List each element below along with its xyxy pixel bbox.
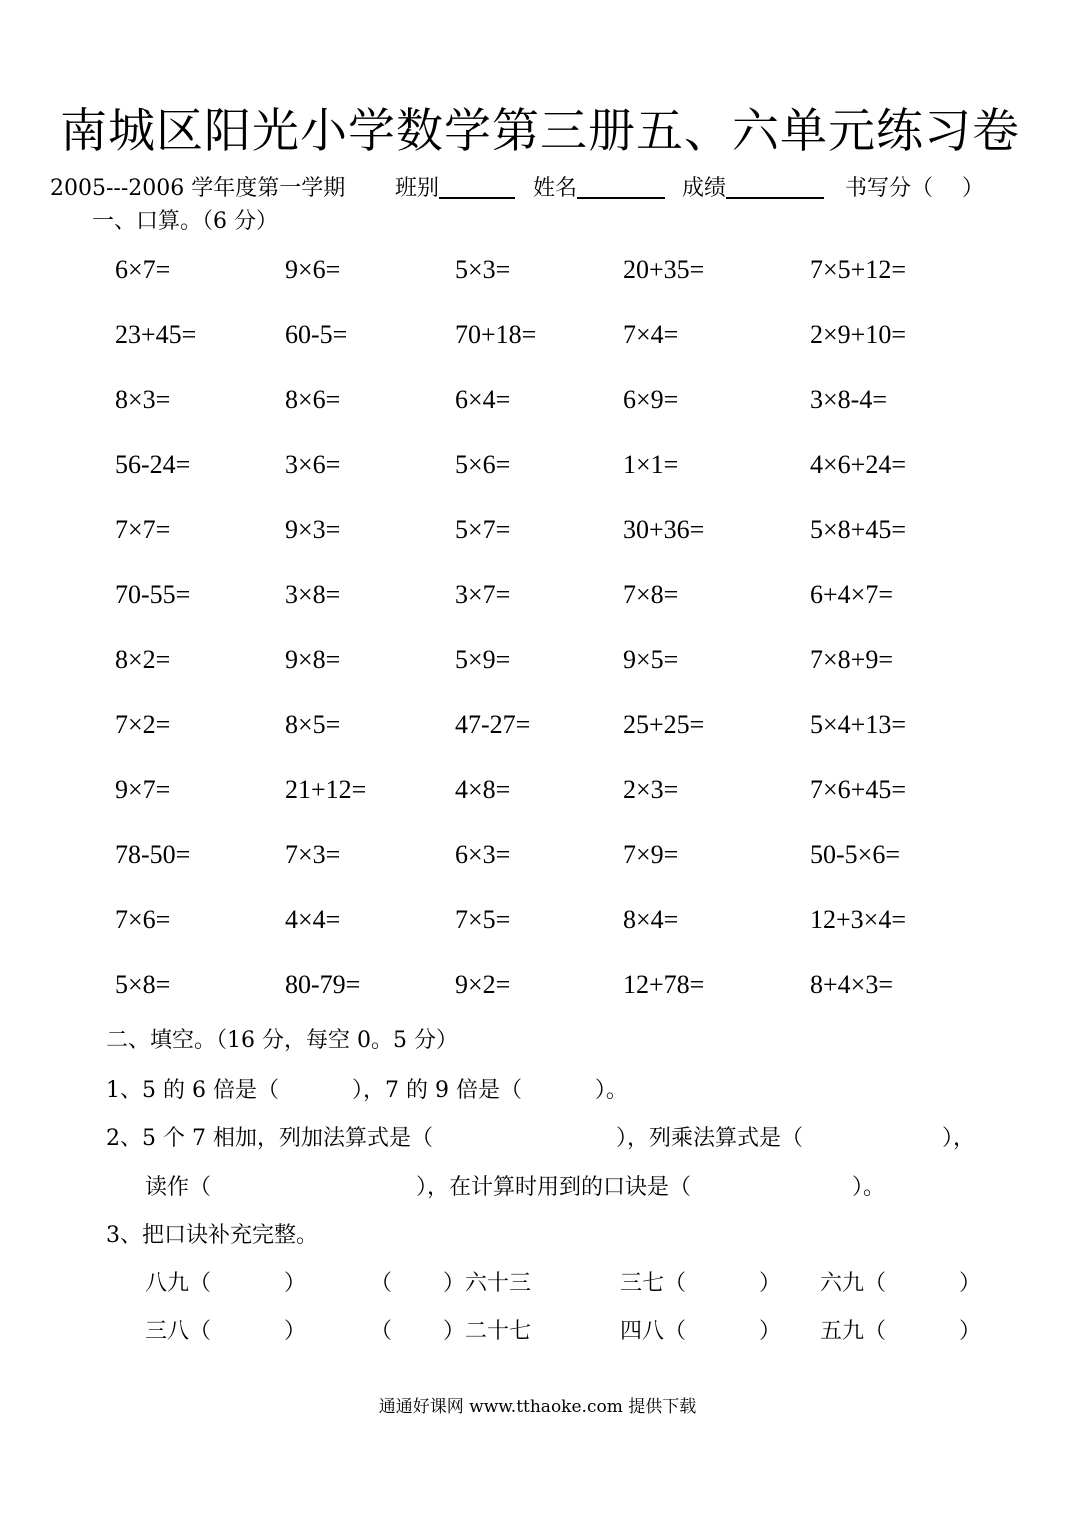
calc-item: 70+18=	[455, 320, 537, 349]
calc-item: 30+36=	[623, 515, 705, 544]
class-field	[395, 175, 515, 203]
calc-item: 12+3×4=	[810, 905, 906, 934]
calc-item: 5×4+13=	[810, 710, 906, 739]
calc-item: 7×2=	[115, 710, 171, 739]
question-1: 1、5 的 6 倍是（ ），7 的 9 倍是（ ）。	[106, 1078, 628, 1103]
koujue-item: 三七（ ）	[620, 1271, 781, 1296]
calc-item: 3×8-4=	[810, 385, 887, 414]
name-blank	[577, 175, 665, 199]
calc-item: 7×9=	[623, 840, 679, 869]
calc-item: 50-5×6=	[810, 840, 900, 869]
page-title: 南城区阳光小学数学第三册五、六单元练习卷	[60, 104, 1020, 159]
calc-item: 8×4=	[623, 905, 679, 934]
question-2-line2: 读作（ ），在计算时用到的口诀是（ ）。	[145, 1175, 885, 1200]
calc-item: 9×7=	[115, 775, 171, 804]
calc-item: 6×3=	[455, 840, 511, 869]
question-3: 3、把口诀补充完整。	[106, 1223, 318, 1248]
koujue-item: 八九（ ）	[145, 1271, 306, 1296]
score-blank	[726, 175, 824, 199]
calc-item: 2×9+10=	[810, 320, 906, 349]
calc-item: 21+12=	[285, 775, 367, 804]
score-label: 成绩	[682, 176, 727, 201]
calc-item: 1×1=	[623, 450, 679, 479]
calc-item: 8×5=	[285, 710, 341, 739]
calc-item: 20+35=	[623, 255, 705, 284]
calc-item: 5×8=	[115, 970, 171, 999]
class-label: 班别	[395, 176, 440, 201]
calc-item: 70-55=	[115, 580, 191, 609]
calc-item: 3×7=	[455, 580, 511, 609]
calc-item: 25+25=	[623, 710, 705, 739]
calc-item: 9×6=	[285, 255, 341, 284]
class-blank	[439, 175, 515, 199]
koujue-item: （ ）六十三	[370, 1271, 531, 1296]
calc-item: 8×2=	[115, 645, 171, 674]
calc-item: 7×5+12=	[810, 255, 906, 284]
calc-item: 78-50=	[115, 840, 191, 869]
calc-item: 12+78=	[623, 970, 705, 999]
calc-item: 5×9=	[455, 645, 511, 674]
calc-item: 6×9=	[623, 385, 679, 414]
calc-item: 6+4×7=	[810, 580, 893, 609]
calc-item: 4×6+24=	[810, 450, 906, 479]
calc-item: 7×8+9=	[810, 645, 893, 674]
name-label: 姓名	[533, 176, 578, 201]
calc-item: 4×4=	[285, 905, 341, 934]
calc-item: 3×8=	[285, 580, 341, 609]
handwriting-score: 书写分（ ）	[845, 176, 984, 201]
koujue-item: （ ）二十七	[370, 1319, 531, 1344]
calc-item: 7×7=	[115, 515, 171, 544]
calc-item: 7×6+45=	[810, 775, 906, 804]
calc-item: 9×2=	[455, 970, 511, 999]
calc-item: 7×3=	[285, 840, 341, 869]
calc-item: 5×7=	[455, 515, 511, 544]
question-2-line1: 2、5 个 7 相加，列加法算式是（ ），列乘法算式是（ ），	[106, 1126, 975, 1151]
calc-item: 7×8=	[623, 580, 679, 609]
calc-item: 5×3=	[455, 255, 511, 284]
koujue-item: 四八（ ）	[620, 1319, 781, 1344]
koujue-item: 五九（ ）	[820, 1319, 981, 1344]
section1-heading: 一、口算。（6 分）	[92, 209, 278, 234]
section2-heading: 二、填空。（16 分，每空 0。5 分）	[106, 1028, 458, 1053]
calc-item: 6×7=	[115, 255, 171, 284]
calc-item: 47-27=	[455, 710, 531, 739]
calc-item: 5×8+45=	[810, 515, 906, 544]
footer-credit: 通通好课网 www.tthaoke.com 提供下载	[378, 1397, 697, 1417]
koujue-item: 六九（ ）	[820, 1271, 981, 1296]
calc-item: 9×5=	[623, 645, 679, 674]
calc-item: 8+4×3=	[810, 970, 893, 999]
calc-item: 3×6=	[285, 450, 341, 479]
name-field	[533, 175, 665, 203]
calc-item: 8×6=	[285, 385, 341, 414]
calc-item: 7×4=	[623, 320, 679, 349]
term-label: 2005---2006 学年度第一学期	[50, 176, 346, 201]
calc-item: 7×5=	[455, 905, 511, 934]
calc-item: 9×8=	[285, 645, 341, 674]
calc-item: 80-79=	[285, 970, 361, 999]
calc-item: 60-5=	[285, 320, 348, 349]
calc-item: 8×3=	[115, 385, 171, 414]
calc-item: 9×3=	[285, 515, 341, 544]
calc-item: 56-24=	[115, 450, 191, 479]
calc-item: 4×8=	[455, 775, 511, 804]
score-field	[682, 175, 824, 203]
koujue-item: 三八（ ）	[145, 1319, 306, 1344]
calc-item: 23+45=	[115, 320, 197, 349]
calc-item: 6×4=	[455, 385, 511, 414]
calc-item: 7×6=	[115, 905, 171, 934]
calc-item: 5×6=	[455, 450, 511, 479]
calc-item: 2×3=	[623, 775, 679, 804]
